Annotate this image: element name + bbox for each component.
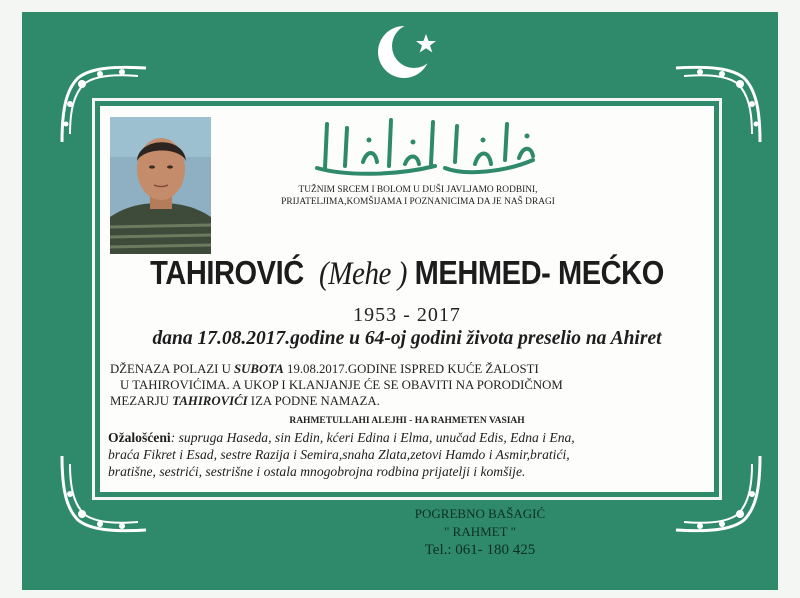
mourners-label: Ožalošćeni <box>108 430 171 445</box>
given-name: MEHMED- MEĆKO <box>414 254 664 291</box>
funeral-home-footer <box>380 505 580 559</box>
portrait-photo <box>110 117 211 254</box>
arabic-calligraphy-irtihal-icon <box>305 110 545 182</box>
notice-panel <box>100 106 714 492</box>
crescent-star-icon <box>376 20 440 84</box>
father-name: (Mehe ) <box>319 256 408 292</box>
mourners-line: bratišne, sestrići, sestrišne i ostala mnogobrojna rodbina prijatelji i komšije. <box>108 463 526 479</box>
funeral-line: U TAHIROVIĆIMA. A UKOP I KLANJANJE ĆE SE OBAVITI NA PORODIČNOM <box>120 378 563 392</box>
funeral-home-phone: Tel.: 061- 180 425 <box>424 542 536 558</box>
funeral-line <box>110 393 700 409</box>
funeral-day: SUBOTA <box>234 362 284 376</box>
deceased-name <box>137 254 677 293</box>
life-years: 1953 - 2017 <box>353 304 461 326</box>
funeral-line <box>110 361 700 377</box>
intro-line: TUŽNIM SRCEM I BOLOM U DUŠI JAVLJAMO RODBINI, <box>298 185 538 195</box>
funeral-text: IZA PODNE NAMAZA. <box>247 394 380 408</box>
funeral-text: MEZARJU <box>110 394 173 408</box>
surname: TAHIROVIĆ <box>150 254 304 291</box>
funeral-place: TAHIROVIĆI <box>172 394 248 408</box>
funeral-text: DŽENAZA POLAZI U <box>110 362 235 376</box>
intro-text <box>268 184 568 208</box>
death-line: dana 17.08.2017.godine u 64-oj godini života preselio na Ahiret <box>152 328 662 349</box>
funeral-home-brand: " RAHMET " <box>444 524 516 539</box>
mourners-list <box>108 430 714 480</box>
mourners-line: braća Fikret i Esad, sestre Razija i Semira,snaha Zlata,zetovi Hamdo i Asmir,bratići, <box>108 446 570 462</box>
mourners-line <box>108 430 714 447</box>
mourners-text: : supruga Haseda, sin Edin, kćeri Edina i Elma, unučad Edis, Edna i Ena, <box>170 430 575 445</box>
intro-line: PRIJATELJIMA,KOMŠIJAMA I POZNANICIMA DA JE NAŠ DRAGI <box>281 197 555 207</box>
funeral-home-name: POGREBNO BAŠAGIĆ <box>414 506 546 521</box>
funeral-info <box>110 361 700 409</box>
prayer-line: RAHMETULLAHI ALEJHI - HA RAHMETEN VASIAH <box>289 416 525 426</box>
funeral-text: 19.08.2017.GODINE ISPRED KUĆE ŽALOSTI <box>283 362 539 376</box>
